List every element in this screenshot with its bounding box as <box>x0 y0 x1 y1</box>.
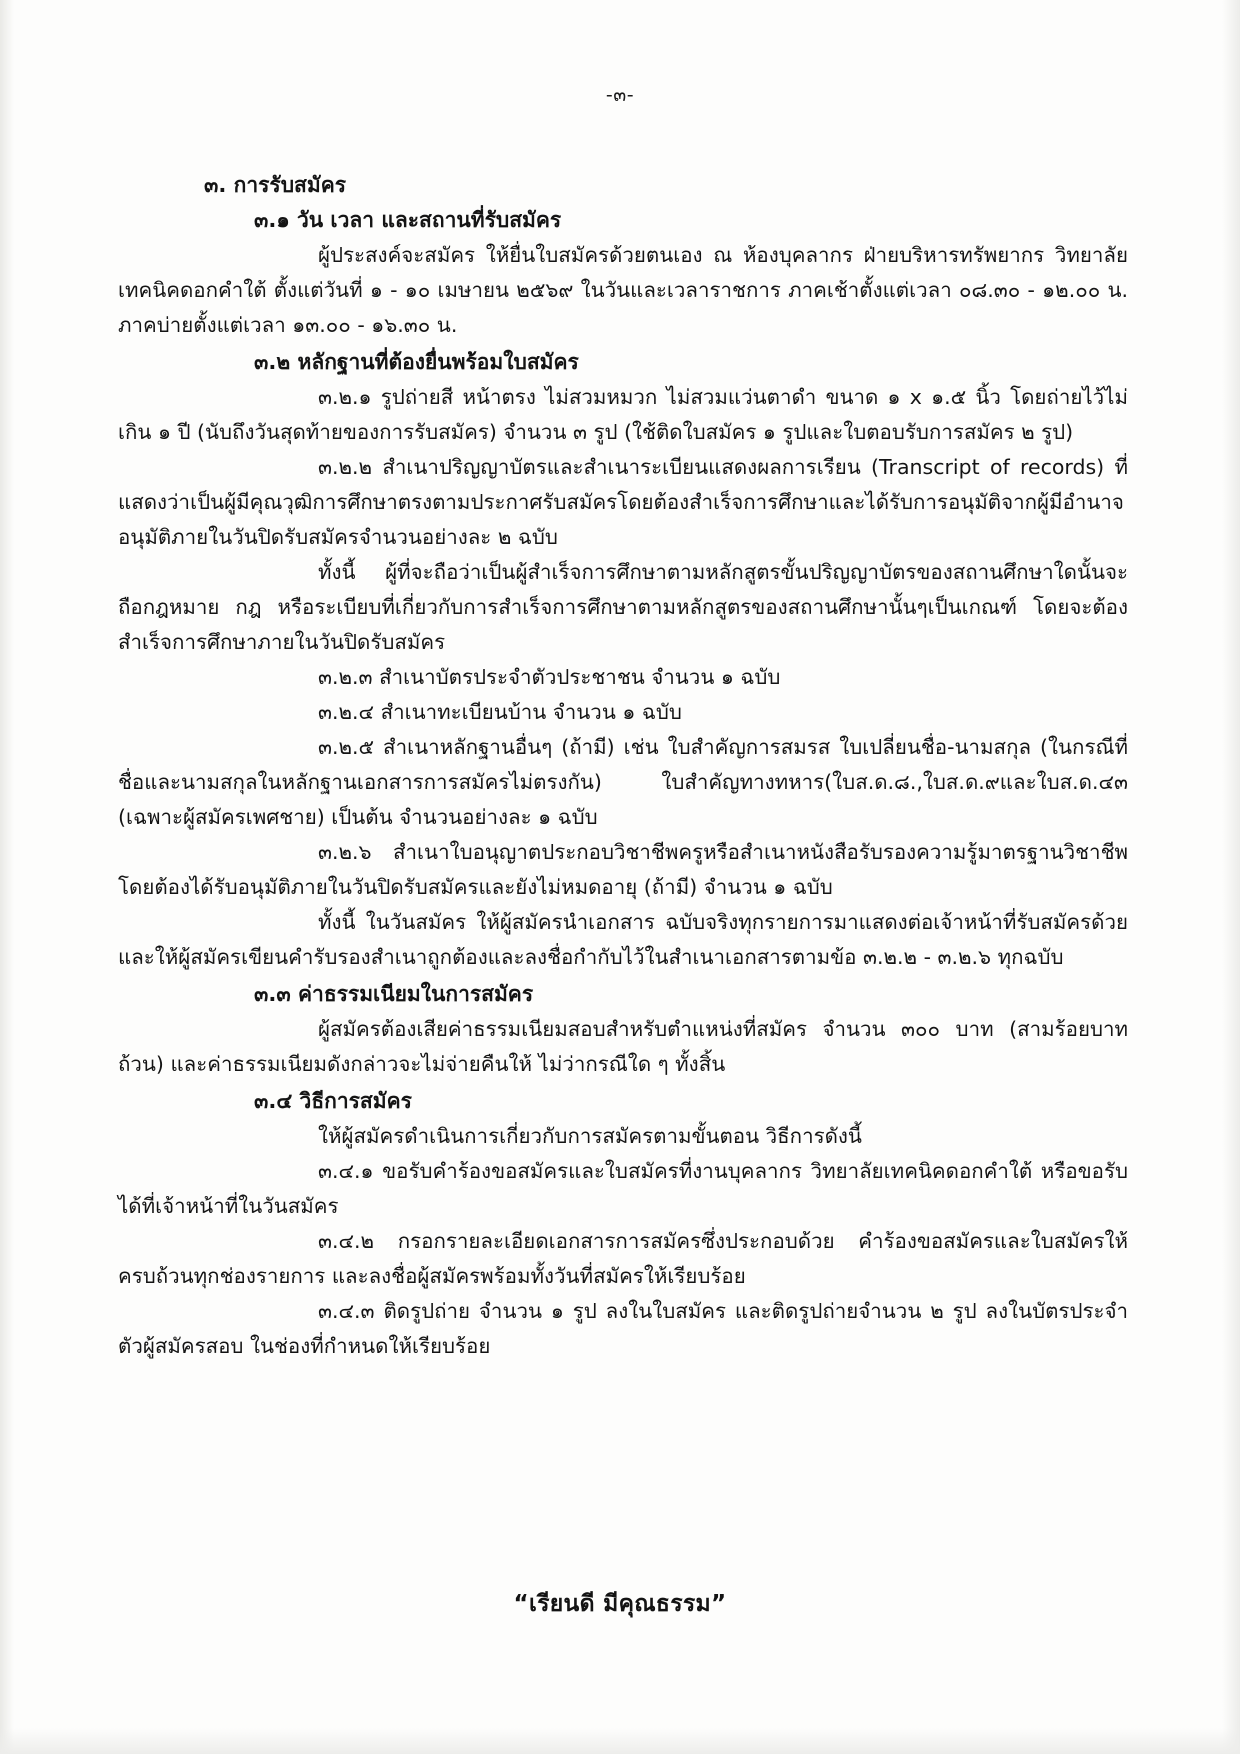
paragraph-3-3-1: ผู้สมัครต้องเสียค่าธรรมเนียมสอบสำหรับตำแหน่งที่สมัคร จำนวน ๓๐๐ บาท (สามร้อยบาทถ้วน) และค่าธรรมเนียมดังกล่าวจะไม่จ่ายคืนให้ ไม่ว่ากรณีใด ๆ ทั้งสิ้น <box>118 1017 1128 1076</box>
subsection-heading-3-1: ๓.๑ วัน เวลา และสถานที่รับสมัคร <box>254 208 562 232</box>
section-heading-3: ๓. การรับสมัคร <box>204 173 347 197</box>
paragraph-3-2-5: ๓.๒.๕ สำเนาหลักฐานอื่นๆ (ถ้ามี) เช่น ใบสำคัญการสมรส ใบเปลี่ยนชื่อ-นามสกุล (ในกรณีที่ชื่อและนามสกุลในหลักฐานเอกสารการสมัครไม่ตรงกัน) ใบสำคัญทางทหาร(ใบส.ด.๘.,ใบส.ด.๙และใบส.ด.๔๓ (เฉพาะผู้สมัครเพศชาย) เป็นต้น จำนวนอย่างละ ๑ ฉบับ <box>118 735 1128 829</box>
paragraph-3-4-1: ๓.๔.๑ ขอรับคำร้องขอสมัครและใบสมัครที่งานบุคลากร วิทยาลัยเทคนิคดอกคำใต้ หรือขอรับได้ที่เจ้าหน้าที่ในวันสมัคร <box>118 1159 1128 1218</box>
paragraph-3-2-1: ๓.๒.๑ รูปถ่ายสี หน้าตรง ไม่สวมหมวก ไม่สวมแว่นตาดำ ขนาด ๑ x ๑.๕ นิ้ว โดยถ่ายไว้ไม่เกิน ๑ ปี (นับถึงวันสุดท้ายของการรับสมัคร) จำนวน ๓ รูป (ใช้ติดใบสมัคร ๑ รูปและใบตอบรับการสมัคร ๒ รูป) <box>118 385 1128 444</box>
paragraph-3-4-3: ๓.๔.๓ ติดรูปถ่าย จำนวน ๑ รูป ลงในใบสมัคร และติดรูปถ่ายจำนวน ๒ รูป ลงในบัตรประจำตัวผู้สมัครสอบ ในช่องที่กำหนดให้เรียบร้อย <box>118 1299 1128 1358</box>
paragraph-3-2-2-note: ทั้งนี้ ผู้ที่จะถือว่าเป็นผู้สำเร็จการศึกษาตามหลักสูตรขั้นปริญญาบัตรของสถานศึกษาใดนั้นจะถือกฎหมาย กฎ หรือระเบียบที่เกี่ยวกับการสำเร็จการศึกษาตามหลักสูตรของสถานศึกษานั้นๆเป็นเกณฑ์ โดยจะต้องสำเร็จการศึกษาภายในวันปิดรับสมัคร <box>118 560 1128 654</box>
paragraph-3-2-6: ๓.๒.๖ สำเนาใบอนุญาตประกอบวิชาชีพครูหรือสำเนาหนังสือรับรองความรู้มาตรฐานวิชาชีพโดยต้องได้รับอนุมัติภายในวันปิดรับสมัครและยังไม่หมดอายุ (ถ้ามี) จำนวน ๑ ฉบับ <box>118 840 1128 899</box>
paragraph-3-4-intro: ให้ผู้สมัครดำเนินการเกี่ยวกับการสมัครตามขั้นตอน วิธีการดังนี้ <box>318 1124 862 1148</box>
page-number: -๓- <box>605 84 635 106</box>
scan-edge-bottom <box>0 1728 1240 1754</box>
paragraph-3-2-4: ๓.๒.๔ สำเนาทะเบียนบ้าน จำนวน ๑ ฉบับ <box>318 700 682 724</box>
subsection-heading-3-3: ๓.๓ ค่าธรรมเนียมในการสมัคร <box>254 982 534 1006</box>
paragraph-3-2-6-note: ทั้งนี้ ในวันสมัคร ให้ผู้สมัครนำเอกสาร ฉบับจริงทุกรายการมาแสดงต่อเจ้าหน้าที่รับสมัครด้วย และให้ผู้สมัครเขียนคำรับรองสำเนาถูกต้องและลงชื่อกำกับไว้ในสำเนาเอกสารตามข้อ ๓.๒.๒ - ๓.๒.๖ ทุกฉบับ <box>118 910 1128 969</box>
paragraph-3-2-2: ๓.๒.๒ สำเนาปริญญาบัตรและสำเนาระเบียนแสดงผลการเรียน (Transcript of records) ที่แสดงว่าเป็นผู้มีคุณวุฒิการศึกษาตรงตามประกาศรับสมัครโดยต้องสำเร็จการศึกษาและได้รับการอนุมัติจากผู้มีอำนาจอนุมัติภายในวันปิดรับสมัครจำนวนอย่างละ ๒ ฉบับ <box>118 455 1128 549</box>
paragraph-3-4-2: ๓.๔.๒ กรอกรายละเอียดเอกสารการสมัครซึ่งประกอบด้วย คำร้องขอสมัครและใบสมัครให้ครบถ้วนทุกช่องรายการ และลงชื่อผู้สมัครพร้อมทั้งวันที่สมัครให้เรียบร้อย <box>118 1229 1128 1288</box>
scan-edge-left <box>0 0 14 1754</box>
paragraph-3-2-3: ๓.๒.๓ สำเนาบัตรประจำตัวประชาชน จำนวน ๑ ฉบับ <box>318 665 781 689</box>
subsection-heading-3-2: ๓.๒ หลักฐานที่ต้องยื่นพร้อมใบสมัคร <box>254 350 579 374</box>
document-body <box>118 168 1128 1364</box>
scan-edge-right <box>1222 0 1240 1754</box>
footer-motto: “เรียนดี มีคุณธรรม” <box>513 1591 727 1617</box>
subsection-heading-3-4: ๓.๔ วิธีการสมัคร <box>254 1089 412 1113</box>
paragraph-3-1-1: ผู้ประสงค์จะสมัคร ให้ยื่นใบสมัครด้วยตนเอง ณ ห้องบุคลากร ฝ่ายบริหารทรัพยากร วิทยาลัยเทคนิคดอกคำใต้ ตั้งแต่วันที่ ๑ - ๑๐ เมษายน ๒๕๖๙ ในวันและเวลาราชการ ภาคเช้าตั้งแต่เวลา ๐๘.๓๐ - ๑๒.๐๐ น. ภาคบ่ายตั้งแต่เวลา ๑๓.๐๐ - ๑๖.๓๐ น. <box>118 243 1128 337</box>
